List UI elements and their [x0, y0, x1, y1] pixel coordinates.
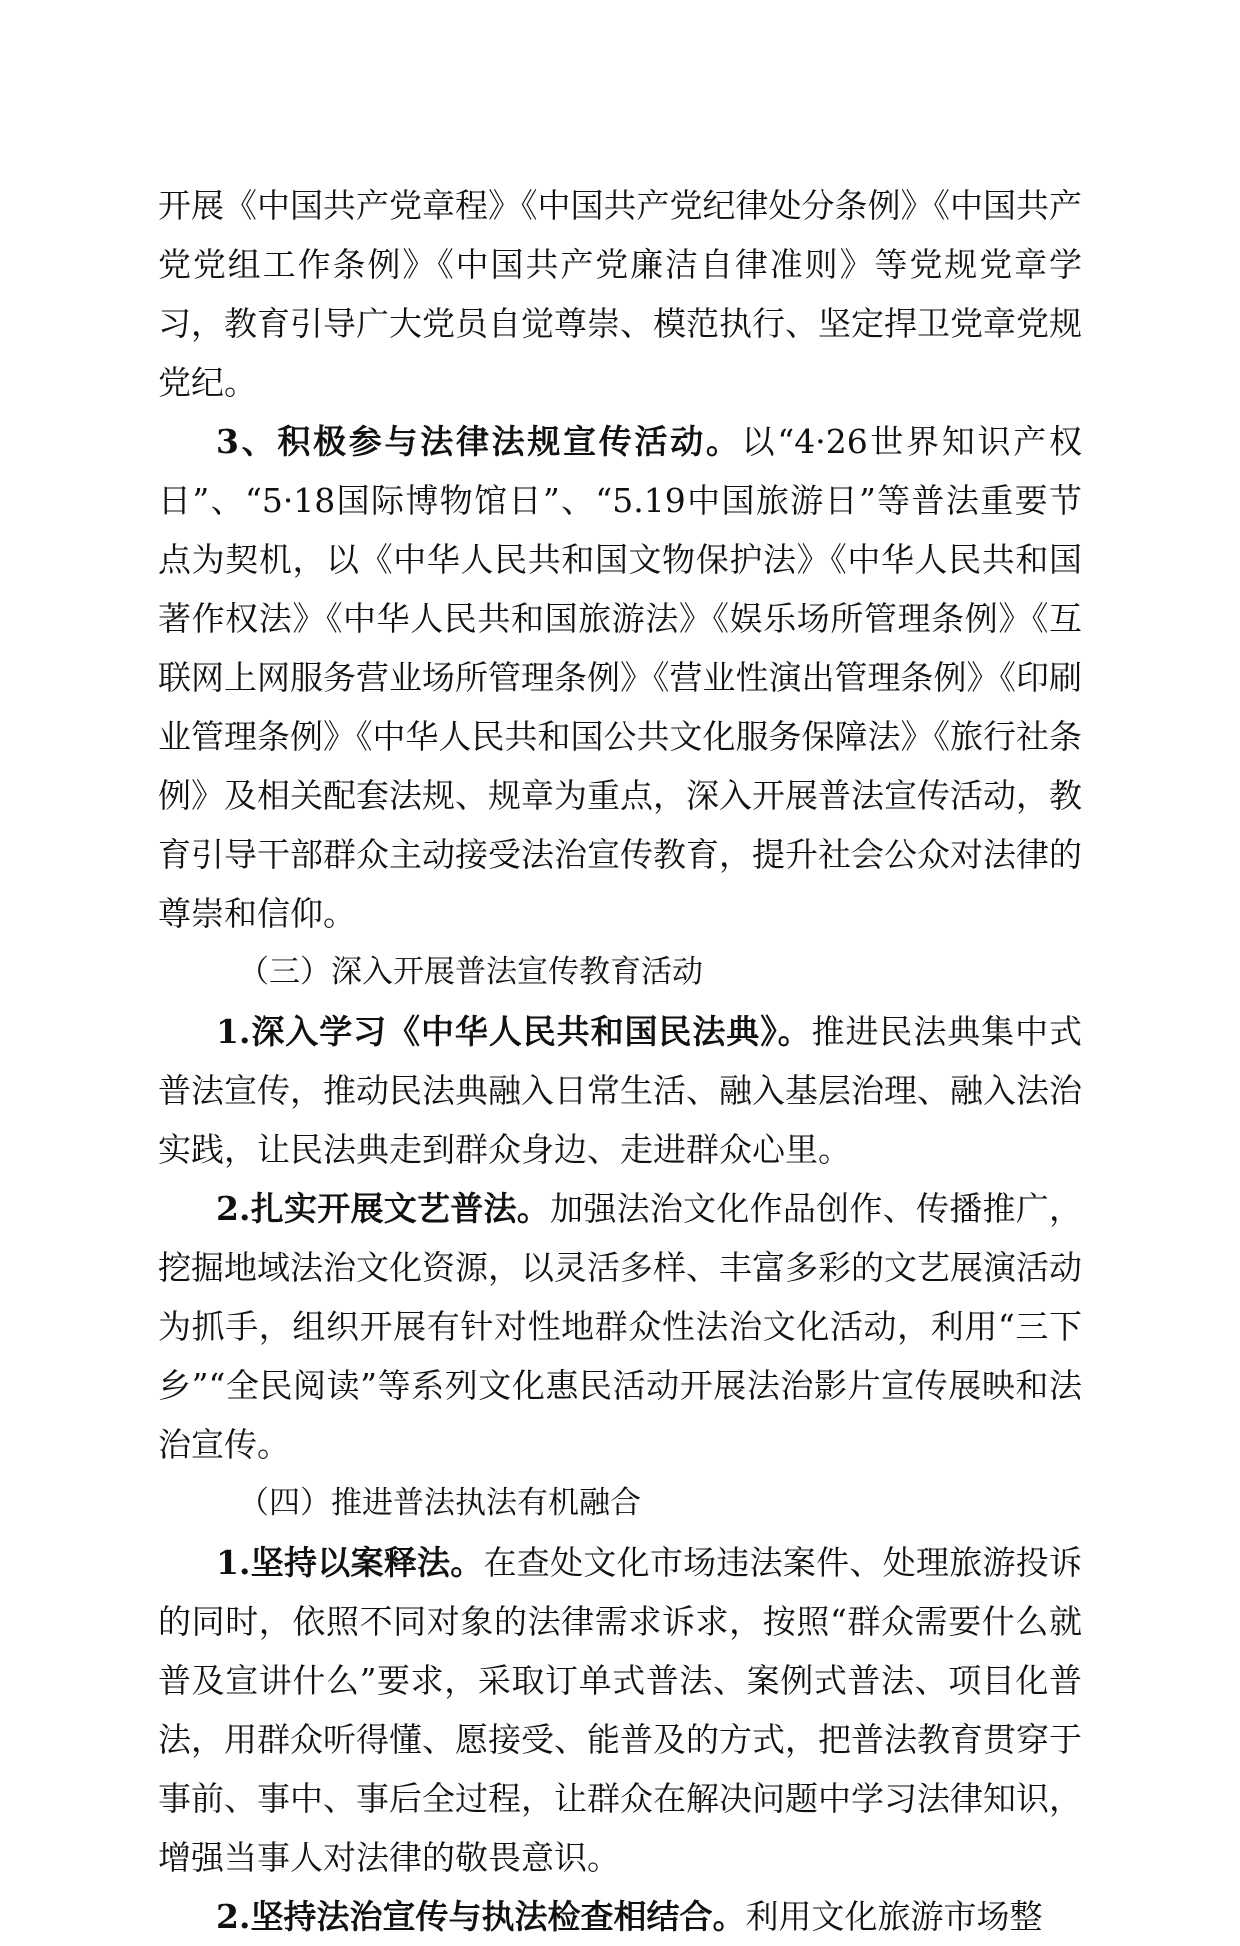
paragraph-text: 以“4·26世界知识产权日”、“5·18国际博物馆日”、“5.19中国旅游日”等普法重要节点为契机，以《中华人民共和国文物保护法》《中华人民共和国著作权法》《中华人民共和国旅游法》《娱乐场所管理条例》《互联网上网服务营业场所管理条例》《营业性演出管理条例》《印刷业管理条例》《中华人民共和国公共文化服务保障法》《旅行社条例》及相关配套法规、规章为重点，深入开展普法宣传活动，教育引导干部群众主动接受法治宣传教育，提升社会公众对法律的尊崇和信仰。 — [158, 422, 1082, 933]
paragraph-law-publicity — [158, 412, 1082, 943]
paragraph-lead: 2.坚持法治宣传与执法检查相结合。 — [216, 1897, 746, 1936]
document-page — [158, 176, 1082, 1946]
paragraph-lead: 1.坚持以案释法。 — [216, 1543, 484, 1582]
section-heading-text: （四）推进普法执法有机融合 — [238, 1485, 641, 1521]
paragraph-lead: 1.深入学习《中华人民共和国民法典》。 — [216, 1012, 812, 1051]
paragraph-lead: 2.扎实开展文艺普法。 — [216, 1189, 551, 1228]
paragraph-text: 在查处文化市场违法案件、处理旅游投诉的同时，依照不同对象的法律需求诉求，按照“群众需要什么就普及宣讲什么”要求，采取订单式普法、案例式普法、项目化普法，用群众听得懂、愿接受、能普及的方式，把普法教育贯穿于事前、事中、事后全过程，让群众在解决问题中学习法律知识，增强当事人对法律的敬畏意识。 — [158, 1543, 1082, 1877]
paragraph-case-law — [158, 1533, 1082, 1887]
paragraph-text: 加强法治文化作品创作、传播推广，挖掘地域法治文化资源，以灵活多样、丰富多彩的文艺展演活动为抓手，组织开展有针对性地群众性法治文化活动，利用“三下乡”“全民阅读”等系列文化惠民活动开展法治影片宣传展映和法治宣传。 — [158, 1189, 1083, 1464]
paragraph-party-rules — [158, 176, 1082, 412]
paragraph-text: 推进民法典集中式普法宣传，推动民法典融入日常生活、融入基层治理、融入法治实践，让民法典走到群众身边、走进群众心里。 — [158, 1012, 1082, 1169]
paragraph-enforcement — [158, 1887, 1082, 1946]
paragraph-text: 开展《中国共产党章程》《中国共产党纪律处分条例》《中国共产党党组工作条例》《中国共产党廉洁自律准则》等党规党章学习，教育引导广大党员自觉尊崇、模范执行、坚定捍卫党章党规党纪。 — [158, 186, 1082, 402]
section-heading-4 — [158, 1474, 1082, 1533]
paragraph-civil-code — [158, 1002, 1082, 1179]
paragraph-text: 利用文化旅游市场整 — [745, 1897, 1043, 1936]
paragraph-arts-law — [158, 1179, 1082, 1474]
section-heading-text: （三）深入开展普法宣传教育活动 — [238, 954, 703, 990]
paragraph-lead: 3、积极参与法律法规宣传活动。 — [216, 422, 742, 461]
section-heading-3 — [158, 943, 1082, 1002]
